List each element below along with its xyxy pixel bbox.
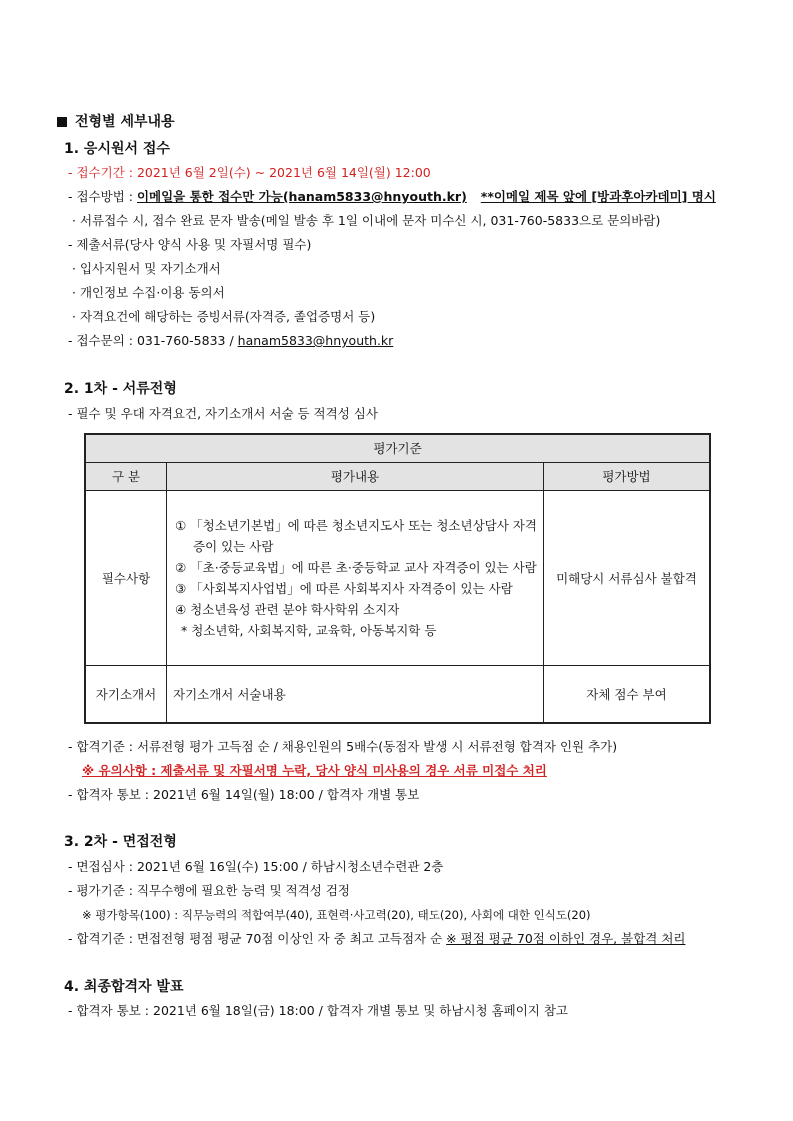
sec1-period: - 접수기간 : 2021년 6월 2일(수) ~ 2021년 6월 14일(월) 12:00: [68, 165, 431, 180]
square-bullet-icon: [57, 117, 67, 127]
self-label: 자기소개서: [85, 665, 167, 723]
method-main: 이메일을 통한 접수만 가능(hanam5833@hnyouth.kr): [136, 189, 467, 204]
table-row: [85, 665, 710, 723]
table-row: [85, 490, 710, 665]
req-item-1: ① 「청소년기본법」에 따른 청소년지도사 또는 청소년상담사 자격: [175, 517, 537, 533]
req-item-3: ③ 「사회복지사업법」에 따른 사회복지사 자격증이 있는 사람: [175, 580, 513, 596]
sec1-contact: - 접수문의 : 031-760-5833 / hanam5833@hnyouth.kr: [68, 333, 394, 348]
sec3-title: 3. 2차 - 면접전형: [64, 834, 177, 850]
sec3-items: ※ 평가항목(100) : 직무능력의 적합여부(40), 표현력·사고력(20), 태도(20), 사회에 대한 인식도(20): [82, 908, 591, 922]
req-item-2: ② 「초·중등교육법」에 따른 초·중등학교 교사 자격증이 있는 사람: [175, 559, 537, 575]
sec2-title: 2. 1차 - 서류전형: [64, 381, 177, 397]
sec2-caution: ※ 유의사항 : 제출서류 및 자필서명 누락, 당사 양식 미사용의 경우 서류 미접수 처리: [82, 763, 547, 778]
col-header-category: 구 분: [85, 462, 167, 490]
sec1-docs-title: - 제출서류(당사 양식 사용 및 자필서명 필수): [68, 237, 312, 252]
sec3-pass-note: ※ 평점 평균 70점 이하인 경우, 불합격 처리: [446, 931, 686, 946]
req-label: 필수사항: [85, 490, 167, 665]
sec1-title: 1. 응시원서 접수: [64, 141, 170, 157]
col-header-content: 평가내용: [167, 462, 544, 490]
sec3-criteria: - 평가기준 : 직무수행에 필요한 능력 및 적격성 검정: [68, 883, 351, 898]
method-note: **이메일 제목 앞에 [방과후아카데미] 명시: [480, 189, 716, 204]
self-method: 자체 점수 부여: [543, 665, 710, 723]
sec1-method: - 접수방법 : 이메일을 통한 접수만 가능(hanam5833@hnyouth.kr) **이메일 제목 앞에 [방과후아카데미] 명시: [68, 189, 716, 204]
sec1-doc2: · 개인정보 수집·이용 동의서: [72, 285, 225, 300]
sec4-title: 4. 최종합격자 발표: [64, 979, 184, 995]
contact-email: hanam5833@hnyouth.kr: [237, 333, 394, 348]
sec1-doc3: · 자격요건에 해당하는 증빙서류(자격증, 졸업증명서 등): [72, 309, 376, 324]
req-method: 미해당시 서류심사 불합격: [543, 490, 710, 665]
table-caption: 평가기준: [85, 434, 710, 462]
sec1-doc1: · 입사지원서 및 자기소개서: [72, 261, 221, 276]
sec3-date: - 면접심사 : 2021년 6월 16일(수) 15:00 / 하남시청소년수련관 2층: [68, 859, 444, 874]
sec2-desc: - 필수 및 우대 자격요건, 자기소개서 서술 등 적격성 심사: [68, 406, 378, 421]
sec1-sms: · 서류접수 시, 접수 완료 문자 발송(메일 발송 후 1일 이내에 문자 미수신 시, 031-760-5833으로 문의바람): [72, 213, 661, 228]
self-content: 자기소개서 서술내용: [167, 665, 544, 723]
req-item-1-cont: 증이 있는 사람: [193, 538, 274, 554]
req-item-note: * 청소년학, 사회복지학, 교육학, 아동복지학 등: [181, 622, 437, 638]
sec3-pass: - 합격기준 : 면접전형 평점 평균 70점 이상인 자 중 최고 고득점자 순 ※ 평점 평균 70점 이하인 경우, 불합격 처리: [68, 931, 686, 946]
sec4-notice: - 합격자 통보 : 2021년 6월 18일(금) 18:00 / 합격자 개별 통보 및 하남시청 홈페이지 참고: [68, 1003, 569, 1018]
req-item-4: ④ 청소년육성 관련 분야 학사학위 소지자: [175, 601, 400, 617]
col-header-method: 평가방법: [543, 462, 710, 490]
req-content: [167, 490, 544, 665]
sec2-pass: - 합격기준 : 서류전형 평가 고득점 순 / 채용인원의 5배수(동점자 발생 시 서류전형 합격자 인원 추가): [68, 739, 618, 754]
sec2-notice: - 합격자 통보 : 2021년 6월 14일(월) 18:00 / 합격자 개별 통보: [68, 787, 420, 802]
section-heading: 전형별 세부내용: [57, 114, 175, 130]
evaluation-table: [84, 433, 711, 724]
